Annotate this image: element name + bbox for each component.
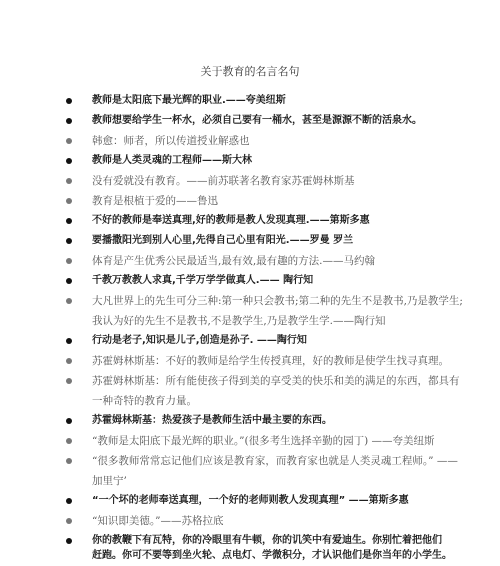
bullet-icon: [66, 198, 72, 204]
quote-line: 教师是人类灵魂的工程师——斯大林: [92, 155, 252, 166]
quote-line: “一个坏的老师奉送真理，一个好的老师则教人发现真理” ——第斯多惠: [92, 495, 409, 506]
quote-line: 大凡世界上的先生可分三种:第一种只会教书;第二种的先生不是教书,乃是教学生;: [92, 295, 463, 307]
quote-line: 要播撒阳光到别人心里,先得自己心里有阳光.——罗曼 罗兰: [92, 235, 354, 246]
bullet-icon: [66, 118, 72, 124]
bullet-icon: [66, 238, 72, 244]
bullet-icon: [66, 298, 72, 304]
quote-line: 韩愈：师者，所以传道授业解惑也: [92, 135, 250, 147]
quote-line: 不好的教师是奉送真理,好的教师是教人发现真理.——第斯多惠: [92, 215, 370, 226]
quote-line: 体育是产生优秀公民最适当,最有效,最有趣的方法.——马约翰: [92, 255, 376, 267]
bullet-icon: [66, 258, 72, 264]
bullet-icon: [66, 218, 72, 224]
quote-line: 苏霍姆林斯基：热爱孩子是教师生活中最主要的东西。: [92, 415, 332, 426]
quote-line: “知识即美德。”——苏格拉底: [92, 515, 224, 527]
quote-line-continuation: 加里宁’: [92, 475, 127, 487]
quote-line: “教师是太阳底下最光辉的职业。”(很多考生选择辛勤的园丁) ——夸美纽斯: [92, 435, 435, 447]
quote-line: 教师想要给学生一杯水，必须自己要有一桶水，甚至是源源不断的活泉水。: [92, 115, 422, 126]
bullet-icon: [66, 278, 72, 284]
quote-line-continuation: 我认为好的先生不是教书,不是教学生,乃是教学生学.——陶行知: [92, 315, 386, 327]
bullet-icon: [66, 458, 72, 464]
bullet-icon: [66, 138, 72, 144]
bullet-icon: [66, 438, 72, 444]
quote-line: 苏霍姆林斯基：不好的教师是给学生传授真理，好的教师是使学生找寻真理。: [92, 355, 449, 367]
quote-line: 没有爱就没有教育。——前苏联著名教育家苏霍姆林斯基: [92, 175, 355, 187]
bullet-icon: [66, 178, 72, 184]
quote-line: 你的教鞭下有瓦特，你的冷眼里有牛顿，你的讥笑中有爱迪生。你别忙着把他们: [92, 535, 442, 546]
quote-line: 苏霍姆林斯基：所有能使孩子得到美的享受美的快乐和美的满足的东西，都具有: [92, 375, 460, 387]
bullet-icon: [66, 498, 72, 504]
bullet-icon: [66, 418, 72, 424]
bullet-icon: [66, 358, 72, 364]
quote-line-continuation: 一种奇特的教育力量。: [92, 395, 197, 407]
bullet-icon: [66, 518, 72, 524]
quote-line: 教师是太阳底下最光辉的职业.——夸美纽斯: [92, 95, 286, 106]
quote-line-continuation: 赶跑。你可不要等到坐火轮、点电灯、学微积分，才认识他们是你当年的小学生。: [92, 550, 452, 561]
document-title: 关于教育的名言名句: [200, 65, 300, 78]
bullet-icon: [66, 378, 72, 384]
bullet-icon: [66, 98, 72, 104]
quote-line: 教育是根植于爱的——鲁迅: [92, 195, 218, 207]
bullet-icon: [66, 158, 72, 164]
quote-line: 行动是老子,知识是儿子,创造是孙子. ——陶行知: [92, 335, 307, 346]
quote-line: “很多教师常常忘记他们应该是教育家，而教育家也就是人类灵魂工程师。” ——: [92, 455, 458, 467]
bullet-icon: [66, 338, 72, 344]
quote-line: 千教万教教人求真,千学万学学做真人.—— 陶行知: [92, 275, 314, 286]
bullet-icon: [66, 538, 72, 544]
